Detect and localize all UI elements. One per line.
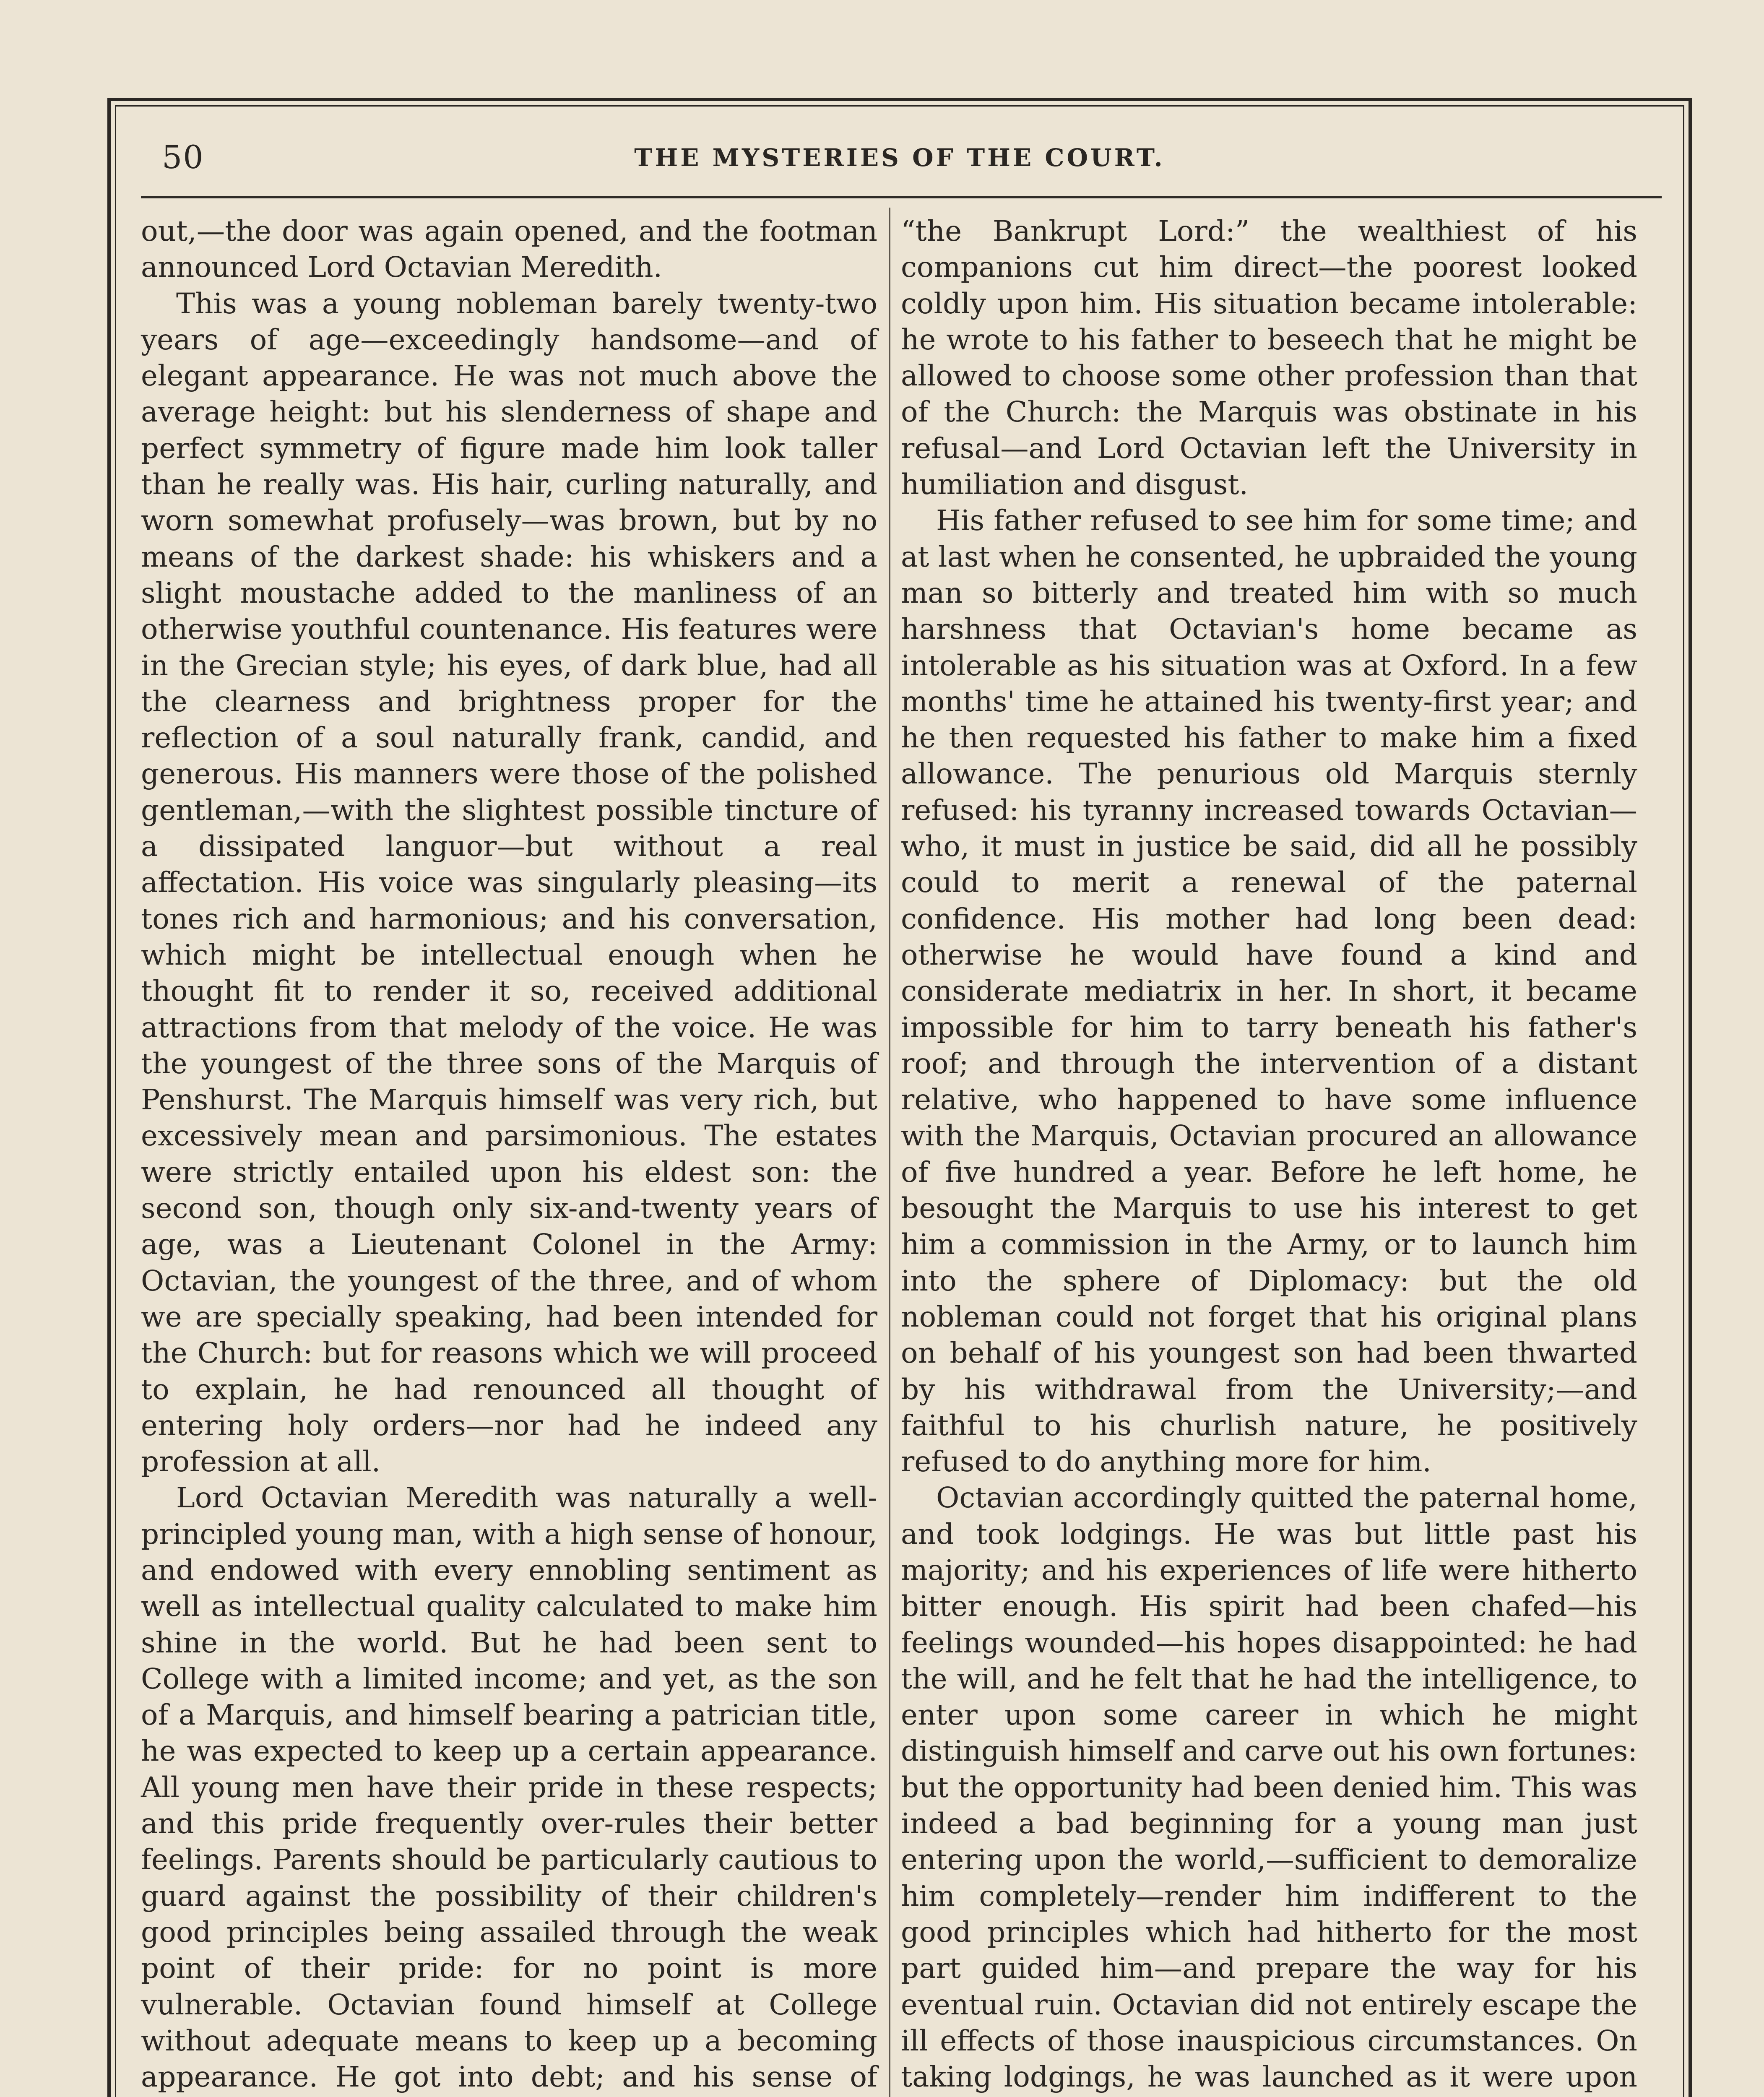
page-number: 50 <box>162 138 204 176</box>
paragraph: His father refused to see him for some time; and at last when he consented, he upbraided the young man so bitterly and treated him with so much harshness that Octavian's home became as intolerable as his situation was at Oxford. In a few months' time he attained his twenty-first year; and he then requested his father to make him a fixed allowance. The penurious old Marquis sternly refused: his tyranny increased towards Octavian—who, it must in justice be said, did all he possibly could to merit a renewal of the paternal confidence. His mother had long been dead: otherwise he would have found a kind and considerate mediatrix in her. In short, it became impossible for him to tarry beneath his father's roof; and through the intervention of a distant relative, who happened to have some influence with the Marquis, Octavian procured an allowance of five hundred a year. Before he left home, he besought the Marquis to use his interest to get him a commission in the Army, or to launch him into the sphere of Diplomacy: but the old nobleman could not forget that his original plans on behalf of his youngest son had been thwarted by his withdrawal from the University;—and faithful to his churlish nature, he positively refused to do anything more for him. <box>901 504 1637 1478</box>
left-column <box>141 213 877 2097</box>
right-column <box>901 213 1637 2097</box>
page-header <box>107 138 1692 189</box>
column-divider <box>889 208 890 2097</box>
running-title: THE MYSTERIES OF THE COURT. <box>634 143 1165 172</box>
paragraph: This was a young nobleman barely twenty-two years of age—exceedingly handsome—and of elegant appearance. He was not much above the average height: but his slenderness of shape and perfect symmetry of figure made him look taller than he really was. His hair, curling naturally, and worn somewhat profusely—was brown, but by no means of the darkest shade: his whiskers and a slight moustache added to the manliness of an otherwise youthful countenance. His features were in the Grecian style; his eyes, of dark blue, had all the clearness and brightness proper for the reflection of a soul naturally frank, candid, and generous. His manners were those of the polished gentleman,—with the slightest possible tincture of a dissipated languor—but without a real affectation. His voice was singularly pleasing—its tones rich and harmonious; and his conversation, which might be intellectual enough when he thought fit to render it so, received additional attractions from that melody of the voice. He was the youngest of the three sons of the Marquis of Penshurst. The Marquis himself was very rich, but excessively mean and parsimonious. The estates were strictly entailed upon his eldest son: the second son, though only six-and-twenty years of age, was a Lieutenant Colonel in the Army: Octavian, the youngest of the three, and of whom we are specially speaking, had been intended for the Church: but for reasons which we will proceed to explain, he had renounced all thought of entering holy orders—nor had he indeed any profession at all. <box>141 286 877 1478</box>
paragraph: Lord Octavian Meredith was naturally a well-principled young man, with a high sense of honour, and endowed with every ennobling sentiment as well as intellectual quality calculated to make him shine in the world. But he had been sent to College with a limited income; and yet, as the son of a Marquis, and himself bearing a patrician title, he was expected to keep up a certain appearance. All young men have their pride in these respects; and this pride frequently over-rules their better feelings. Parents should be particularly cautious to guard against the possibility of their children's good principles being assailed through the weak point of their pride: for no point is more vulnerable. Octavian found himself at College without adequate means to keep up a becoming appearance. He got into debt; and his sense of <box>141 1481 877 2094</box>
header-rule <box>141 196 1662 198</box>
paragraph: out,—the door was again opened, and the footman announced Lord Octavian Meredith. <box>141 214 877 284</box>
paragraph: Octavian accordingly quitted the paternal home, and took lodgings. He was but little past his majority; and his experiences of life were hitherto bitter enough. His spirit had been chafed—his feelings wounded—his hopes disappointed: he had the will, and he felt that he had the intelligence, to enter upon some career in which he might distinguish himself and carve out his own fortunes: but the opportunity had been denied him. This was indeed a bad beginning for a young man just entering upon the world,—sufficient to demoralize him completely—render him indifferent to the good principles which had hitherto for the most part guided him—and prepare the way for his eventual ruin. Octavian did not entirely escape the ill effects of those inauspicious circumstances. On taking lodgings, he was launched as it were upon <box>901 1481 1637 2094</box>
paragraph: “the Bankrupt Lord:” the wealthiest of his companions cut him direct—the poorest looked coldly upon him. His situation became intolerable: he wrote to his father to beseech that he might be allowed to choose some other profession than that of the Church: the Marquis was obstinate in his refusal—and Lord Octavian left the University in humiliation and disgust. <box>901 214 1637 501</box>
